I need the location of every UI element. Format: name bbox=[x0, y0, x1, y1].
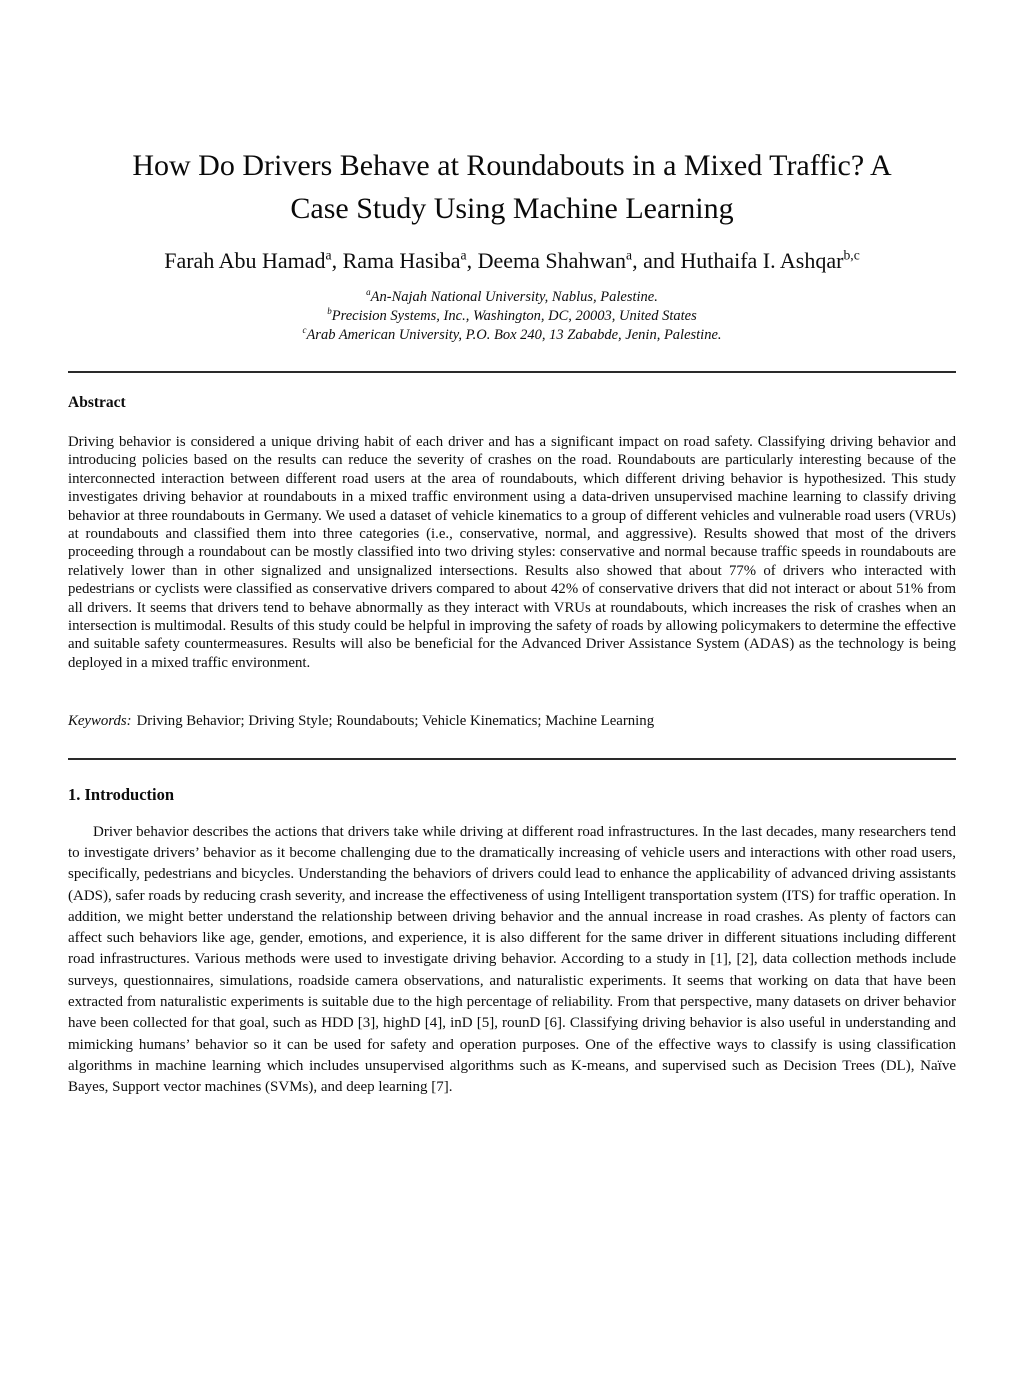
author-name: , Rama Hasiba$^a$ bbox=[331, 247, 467, 273]
author-affiliation-marker: a bbox=[460, 247, 467, 263]
paper-title-line-2: Case Study Using Machine Learning bbox=[290, 192, 734, 225]
affiliation-line-c bbox=[68, 326, 956, 345]
author-name: , and Huthaifa I. Ashqar$^{b,c}$ bbox=[632, 247, 860, 273]
paper-title-line-1: How Do Drivers Behave at Roundabouts in a Mixed Traffic? A bbox=[132, 149, 892, 182]
author-affiliation-marker: a bbox=[626, 247, 633, 263]
author-name: Farah Abu Hamad$^a$ bbox=[164, 247, 332, 273]
affiliation-text: Arab American University, P.O. Box 240, 13 Zababde, Jenin, Palestine. bbox=[306, 327, 722, 343]
affiliation-text: Precision Systems, Inc., Washington, DC, 20003, United States bbox=[331, 308, 697, 324]
affiliation-marker: a bbox=[366, 287, 371, 298]
paper-title bbox=[68, 144, 956, 230]
affiliation-marker: c bbox=[302, 325, 307, 336]
abstract-text: Driving behavior is considered a unique driving habit of each driver and has a significant impact on road safety. Classifying driving behavior and introducing policies based on the results can reduce the severity of crashes on the road. Roundabouts are particularly interesting because of the interconnected interaction between different road users at the area of roundabouts, which different driving behavior is hypothesized. This study investigates driving behavior at roundabouts in a mixed traffic environment using a data-driven unsupervised machine learning to classify driving behavior at three roundabouts in Germany. We used a dataset of vehicle kinematics to a group of different vehicles and vulnerable road users (VRUs) at roundabouts and classified them into three categories (i.e., conservative, normal, and aggressive). Results showed that most of the drivers proceeding through a roundabout can be mostly classified into two driving styles: conservative and normal because traffic speeds in roundabouts are relatively lower than in other signalized and unsignalized intersections. Results also showed that about 77% of drivers who interacted with pedestrians or cyclists were classified as conservative drivers compared to about 42% of conservative drivers that did not interact or about 51% from all drivers. It seems that drivers tend to behave abnormally as they interact with VRUs at roundabouts, which increases the risk of crashes when an intersection is multimodal. Results of this study could be helpful in improving the safety of roads by allowing policymakers to determine the effective and suitable safety countermeasures. Results will also be beneficial for the Advanced Driver Assistance System (ADAS) as the technology is being deployed in a mixed traffic environment. bbox=[68, 434, 956, 671]
affiliation-line-b bbox=[68, 307, 956, 326]
keywords-label: Keywords: bbox=[68, 713, 132, 730]
affiliation-line-a bbox=[68, 288, 956, 307]
paper-content-column bbox=[0, 144, 1024, 1099]
affiliations-block bbox=[68, 288, 956, 345]
introduction-heading: 1. Introduction bbox=[68, 784, 175, 804]
introduction-text: Driver behavior describes the actions that drivers take while driving at different road infrastructures. In the last decades, many researchers tend to investigate drivers’ behavior as it become challenging due to the dramatically increasing of vehicle users and interactions with other road users, specifically, pedestrians and bicycles. Understanding the behaviors of drivers could lead to enhance the applicability of advanced driving assistants (ADS), safer roads by reducing crash severity, and increase the effectiveness of using Intelligent transportation system (ITS) for traffic operation. In addition, we might better understand the relationship between driving behavior and the annual increase in road crashes. As plenty of factors can affect such behaviors like age, gender, emotions, and experience, it is also different for the same driver in different situations including different road infrastructures. Various methods were used to investigate driving behavior. According to a study in [1], [2], data collection methods include surveys, questionnaires, simulations, roadside camera observations, and naturalistic experiments. It seems that working on data that have been extracted from naturalistic experiments is suitable due to the high percentage of reliability. From that perspective, many datasets on driver behavior have been collected for that goal, such as HDD [3], highD [4], inD [5], rounD [6]. Classifying driving behavior is also useful in understanding and mimicking humans’ behavior so it can be used for safety and operation purposes. One of the effective ways to classify is using classification algorithms in machine learning which includes unsupervised algorithms such as K-means, and supervised such as Decision Trees (DL), Naïve Bayes, Support vector machines (SVMs), and deep learning [7]. bbox=[68, 823, 956, 1096]
section-divider-keywords bbox=[68, 758, 956, 760]
abstract-heading: Abstract bbox=[68, 394, 126, 411]
affiliation-text: An-Najah National University, Nablus, Palestine. bbox=[370, 289, 658, 305]
author-line bbox=[68, 247, 956, 275]
author-affiliation-marker: a bbox=[325, 247, 332, 263]
section-divider-top bbox=[68, 371, 956, 373]
keywords-text: Driving Behavior; Driving Style; Roundabouts; Vehicle Kinematics; Machine Learning bbox=[136, 713, 655, 730]
author-name: , Deema Shahwan$^a$ bbox=[466, 247, 633, 273]
affiliation-marker: b bbox=[327, 306, 332, 317]
keywords-line bbox=[68, 712, 956, 730]
author-affiliation-marker: b,c bbox=[843, 247, 860, 263]
